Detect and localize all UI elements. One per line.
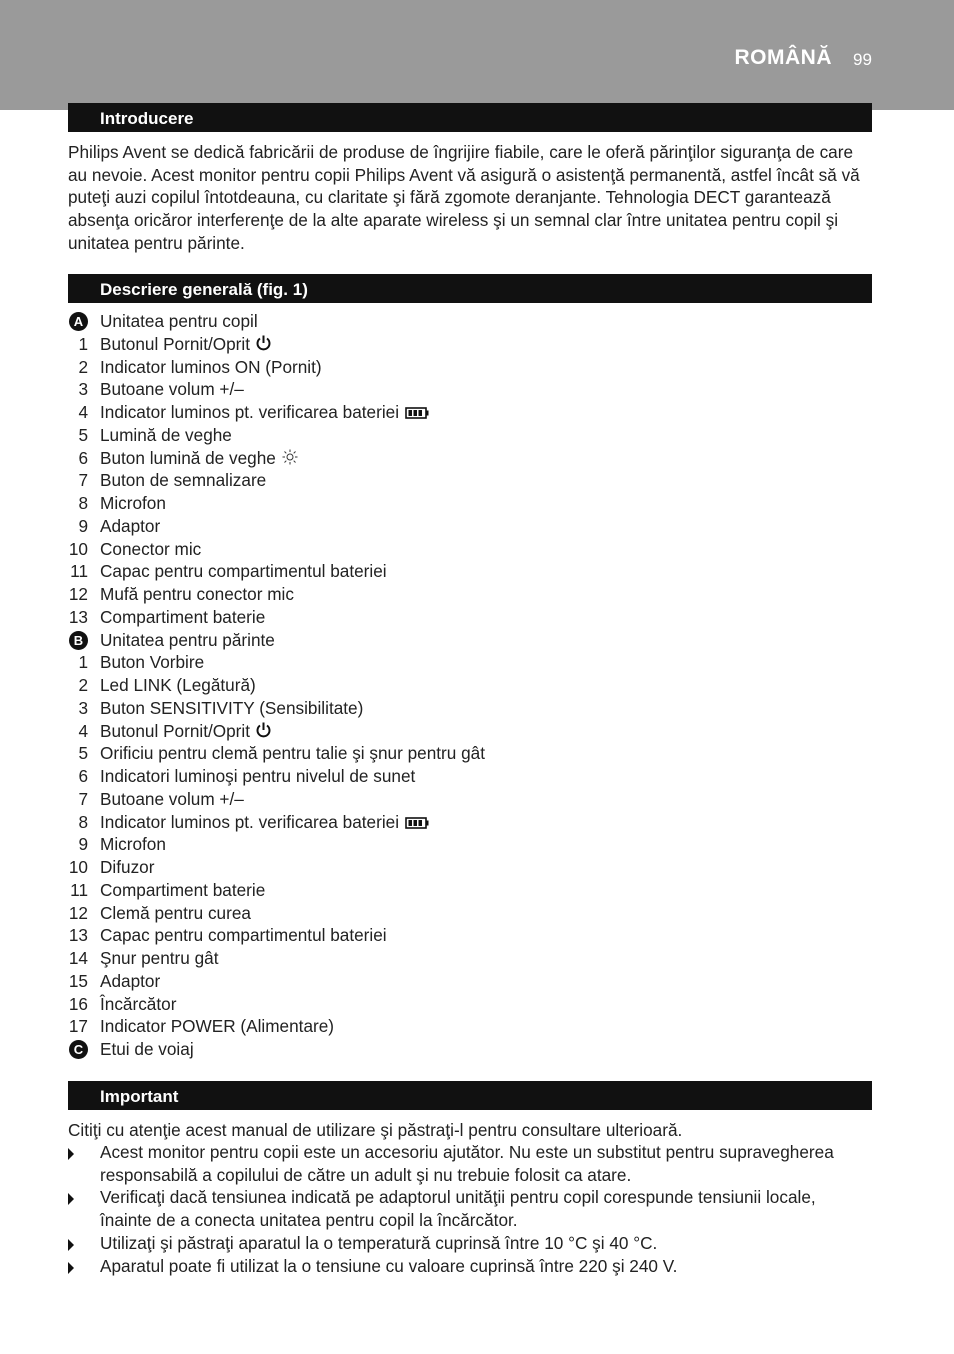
item-number: 17 <box>68 1016 88 1037</box>
list-item-text: Etui de voiaj <box>100 1039 194 1059</box>
item-number: 8 <box>78 811 88 832</box>
list-item-text: Indicatori luminoşi pentru nivelul de sunet <box>100 766 416 786</box>
item-number: 10 <box>68 857 88 877</box>
item-number: 13 <box>68 925 88 946</box>
group-letter-badge: C <box>69 1040 88 1059</box>
list-item-text: Indicator luminos ON (Pornit) <box>100 356 322 377</box>
bullet-marker-icon <box>68 1193 74 1205</box>
list-item-text: Orificiu pentru clemă pentru talie şi şnur pentru gât <box>100 743 485 764</box>
item-number: 6 <box>78 447 88 468</box>
item-number: 14 <box>68 948 88 968</box>
item-number: 11 <box>70 879 88 900</box>
list-item-text: Mufă pentru conector mic <box>100 584 294 604</box>
bullet-item: Verificaţi dacă tensiunea indicată pe adaptorul unităţii pentru copil corespunde tensiunii locale, înainte de a conecta unitatea pentru copil la încărcător. <box>68 1186 868 1231</box>
item-number: 3 <box>78 379 88 400</box>
item-number: 6 <box>78 766 88 786</box>
battery-icon <box>405 402 429 425</box>
item-number: 13 <box>68 606 88 627</box>
bullet-item: Aparatul poate fi utilizat la o tensiune cu valoare cuprinsă între 220 şi 240 V. <box>68 1255 868 1278</box>
list-item-text: Capac pentru compartimentul bateriei <box>100 925 387 946</box>
list-item-text: Buton de semnalizare <box>100 470 267 491</box>
item-number: 9 <box>78 834 88 855</box>
list-item-text: Buton lumină de veghe <box>100 447 298 471</box>
list-item-text: Adaptor <box>100 970 161 991</box>
list-item-text: Buton SENSITIVITY (Sensibilitate) <box>100 697 364 718</box>
bullet-item: Acest monitor pentru copii este un accesoriu ajutător. Nu este un substitut pentru supravegherea responsabilă a copilului de către un adult şi nu trebuie folosit ca atare. <box>68 1141 868 1186</box>
group-letter-badge: A <box>69 312 88 331</box>
list-item-text: Şnur pentru gât <box>100 948 219 968</box>
item-number: 11 <box>70 561 88 582</box>
battery-icon <box>405 812 429 835</box>
list-item-text: Adaptor <box>100 515 161 536</box>
list-item-text: Unitatea pentru copil <box>100 311 258 331</box>
item-number: 12 <box>68 902 88 923</box>
list-item-text: Clemă pentru curea <box>100 902 251 923</box>
list-item-text: Indicator luminos pt. verificarea bateriei <box>100 401 429 425</box>
item-number: 12 <box>68 584 88 604</box>
list-item-text: Microfon <box>100 834 166 855</box>
item-number: 1 <box>78 652 88 673</box>
item-number: 7 <box>78 470 88 491</box>
list-item-text: Încărcător <box>100 993 177 1014</box>
bullet-marker-icon <box>68 1239 74 1251</box>
section-heading-important: Important <box>68 1081 872 1110</box>
item-number: 4 <box>78 402 88 422</box>
list-item-text: Compartiment baterie <box>100 879 266 900</box>
bullet-marker-icon <box>68 1148 74 1160</box>
list-item-text: Lumină de veghe <box>100 424 232 445</box>
item-number: 8 <box>78 493 88 513</box>
list-item-text: Microfon <box>100 493 166 513</box>
list-item-text: Led LINK (Legătură) <box>100 675 256 695</box>
list-item-text: Difuzor <box>100 857 155 877</box>
item-number: 10 <box>68 538 88 559</box>
nightlight-icon <box>282 448 298 471</box>
header-band <box>0 0 954 110</box>
section-heading-introducere: Introducere <box>68 103 872 132</box>
group-letter-badge: B <box>69 631 88 650</box>
language-label: ROMÂNĂ <box>734 46 832 69</box>
item-number: 2 <box>78 675 88 695</box>
list-item-text: Butonul Pornit/Oprit <box>100 720 271 744</box>
list-item-text: Indicator luminos pt. verificarea bateriei <box>100 811 429 835</box>
item-number: 15 <box>68 970 88 991</box>
list-item-text: Buton Vorbire <box>100 652 205 673</box>
section-heading-descriere: Descriere generală (fig. 1) <box>68 274 872 303</box>
item-number: 2 <box>78 356 88 377</box>
list-item-text: Unitatea pentru părinte <box>100 629 275 650</box>
item-number: 9 <box>78 515 88 536</box>
list-item-text: Compartiment baterie <box>100 606 266 627</box>
power-icon <box>256 721 271 744</box>
item-number: 3 <box>78 697 88 718</box>
list-item-text: Butonul Pornit/Oprit <box>100 333 271 357</box>
bullet-marker-icon <box>68 1262 74 1274</box>
item-number: 5 <box>78 424 88 445</box>
important-bullets <box>68 1141 868 1277</box>
power-icon <box>256 334 271 357</box>
bullet-item: Utilizaţi şi păstraţi aparatul la o temperatură cuprinsă între 10 °C şi 40 °C. <box>68 1232 868 1255</box>
list-item-text: Butoane volum +/– <box>100 379 244 400</box>
item-number: 16 <box>68 993 88 1014</box>
list-item-text: Butoane volum +/– <box>100 788 244 809</box>
item-number: 7 <box>78 788 88 809</box>
item-number: 4 <box>78 720 88 741</box>
important-intro: Citiţi cu atenţie acest manual de utilizare şi păstraţi-l pentru consultare ulterioară. <box>68 1120 683 1140</box>
list-item-text: Indicator POWER (Alimentare) <box>100 1016 335 1037</box>
list-item-text: Capac pentru compartimentul bateriei <box>100 561 387 582</box>
list-item-text: Conector mic <box>100 538 202 559</box>
page-number: 99 <box>853 50 872 69</box>
item-number: 1 <box>78 333 88 354</box>
intro-paragraph: Philips Avent se dedică fabricării de produse de îngrijire fiabile, care le oferă părinţilor siguranţa de care au nevoie. Acest monitor pentru copii Philips Avent vă asigură o asistenţă permanentă, astfel încât să vă puteţi auzi copilul întotdeauna, cu claritate şi fără zgomote deranjante. Tehnologia DECT garantează absenţa oricăror interferenţe de la alte aparate wireless şi un semnal clar între unitatea pentru copil şi unitatea pentru părinte. <box>68 142 860 253</box>
item-number: 5 <box>78 743 88 764</box>
